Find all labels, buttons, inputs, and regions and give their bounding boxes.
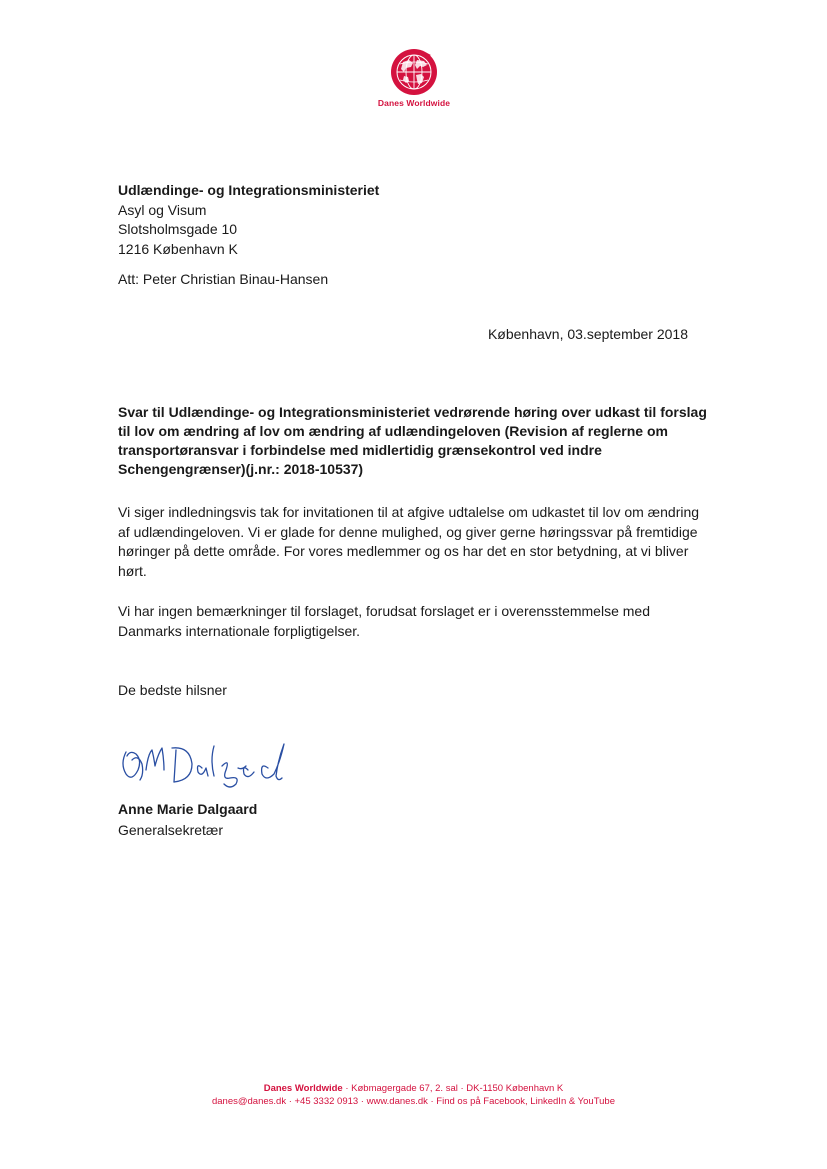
- letterhead-logo: [369, 48, 459, 108]
- attention-line: Att: Peter Christian Binau-Hansen: [118, 271, 329, 287]
- body-paragraph-1: Vi siger indledningsvis tak for invitationen til at afgive udtalelse om udkastet til lov om ændring af udlændingeloven. Vi er glade for denne mulighed, og giver gerne høringssvar på fremtidige høringer på dette område. For vores medlemmer og os har det en stor betydning, at vi bliver hørt.: [118, 504, 700, 579]
- footer-address: · Købmagergade 67, 2. sal · DK-1150 København K: [342, 1083, 564, 1094]
- signer-name: Anne Marie Dalgaard: [118, 801, 258, 817]
- globe-logo-icon: [390, 48, 438, 96]
- brand-name: Danes Worldwide: [377, 98, 451, 108]
- footer-org: Danes Worldwide: [263, 1083, 343, 1094]
- letter-subject: Svar til Udlændinge- og Integrationsministeriet vedrørende høring over udkast til forslag til lov om ændring af lov om ændring af udlændingeloven (Revision af reglerne om transportøransvar i forbindelse med midlertidig grænsekontrol ved indre Schengengrænser)(j.nr.: 2018-10537): [118, 404, 707, 477]
- recipient-department: Asyl og Visum: [118, 201, 207, 218]
- footer-line-2: danes@danes.dk · +45 3332 0913 · www.danes.dk · Find os på Facebook, LinkedIn & YouTube: [211, 1096, 616, 1107]
- body-paragraph-2: Vi har ingen bemærkninger til forslaget, forudsat forslaget er i overensstemmelse med Danmarks internationale forpligtigelser.: [118, 603, 650, 639]
- recipient-street: Slotsholmsgade 10: [118, 221, 238, 237]
- recipient-city: 1216 København K: [118, 240, 238, 257]
- recipient-address: [118, 181, 379, 259]
- closing-greeting: De bedste hilsner: [118, 682, 227, 698]
- letter-footer: [0, 1082, 827, 1108]
- recipient-organization: Udlændinge- og Integrationsministeriet: [118, 182, 380, 198]
- handwritten-signature: [118, 740, 293, 797]
- footer-line-1: [0, 1082, 827, 1095]
- signer-title: Generalsekretær: [118, 822, 224, 838]
- date-line: København, 03.september 2018: [487, 326, 688, 342]
